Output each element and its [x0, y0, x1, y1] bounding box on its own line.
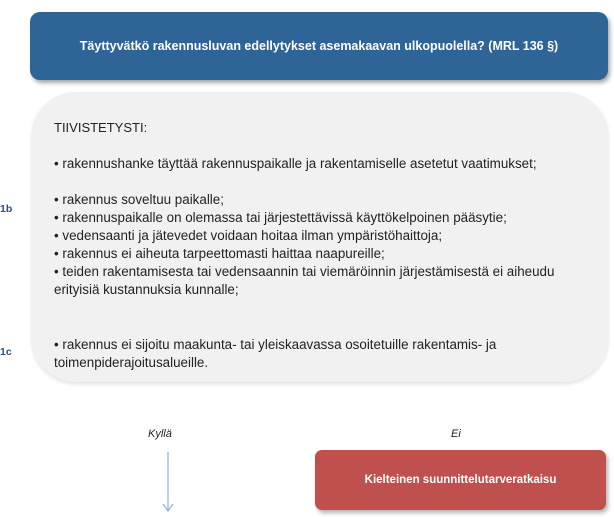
criteria-item-requirements: • rakennushanke täyttää rakennuspaikalle ja rakentamiselle asetetut vaatimukset; — [54, 156, 537, 171]
branch-label-no: Ei — [451, 428, 461, 440]
negative-decision-box — [315, 450, 606, 510]
criteria-item-costs: • teiden rakentamisesta tai vedensaannin tai viemäröinnin järjestämisestä ei aiheudu erityisiä kustannuksia kunnalle; — [54, 264, 555, 297]
criteria-item-restriction-areas: • rakennus ei sijoitu maakunta- tai yleiskaavassa osoitetuille rakentamis- ja toimenpiderajoitusalueille. — [54, 337, 497, 370]
criteria-item-water: • vedensaanti ja jätevedet voidaan hoitaa ilman ympäristöhaittoja; — [54, 228, 443, 243]
side-label-1c: 1c — [0, 346, 12, 358]
negative-decision-label: Kielteinen suunnittelutarveratkaisu — [364, 474, 557, 486]
question-title: Täyttyvätkö rakennusluvan edellytykset asemakaavan ulkopuolella? (MRL 136 §) — [79, 39, 559, 53]
criteria-item-access-road: • rakennuspaikalle on olemassa tai järjestettävissä käyttökelpoinen pääsytie; — [54, 210, 507, 225]
branch-label-yes: Kyllä — [148, 428, 172, 440]
criteria-item-neighbours: • rakennus ei aiheuta tarpeettomasti haittaa naapureille; — [54, 246, 385, 261]
down-arrow-icon — [160, 452, 176, 514]
side-label-1b: 1b — [0, 203, 13, 215]
question-box — [30, 12, 608, 80]
summary-heading: TIIVISTETYSTI: — [54, 120, 148, 135]
criteria-item-suitability: • rakennus soveltuu paikalle; — [54, 192, 224, 207]
